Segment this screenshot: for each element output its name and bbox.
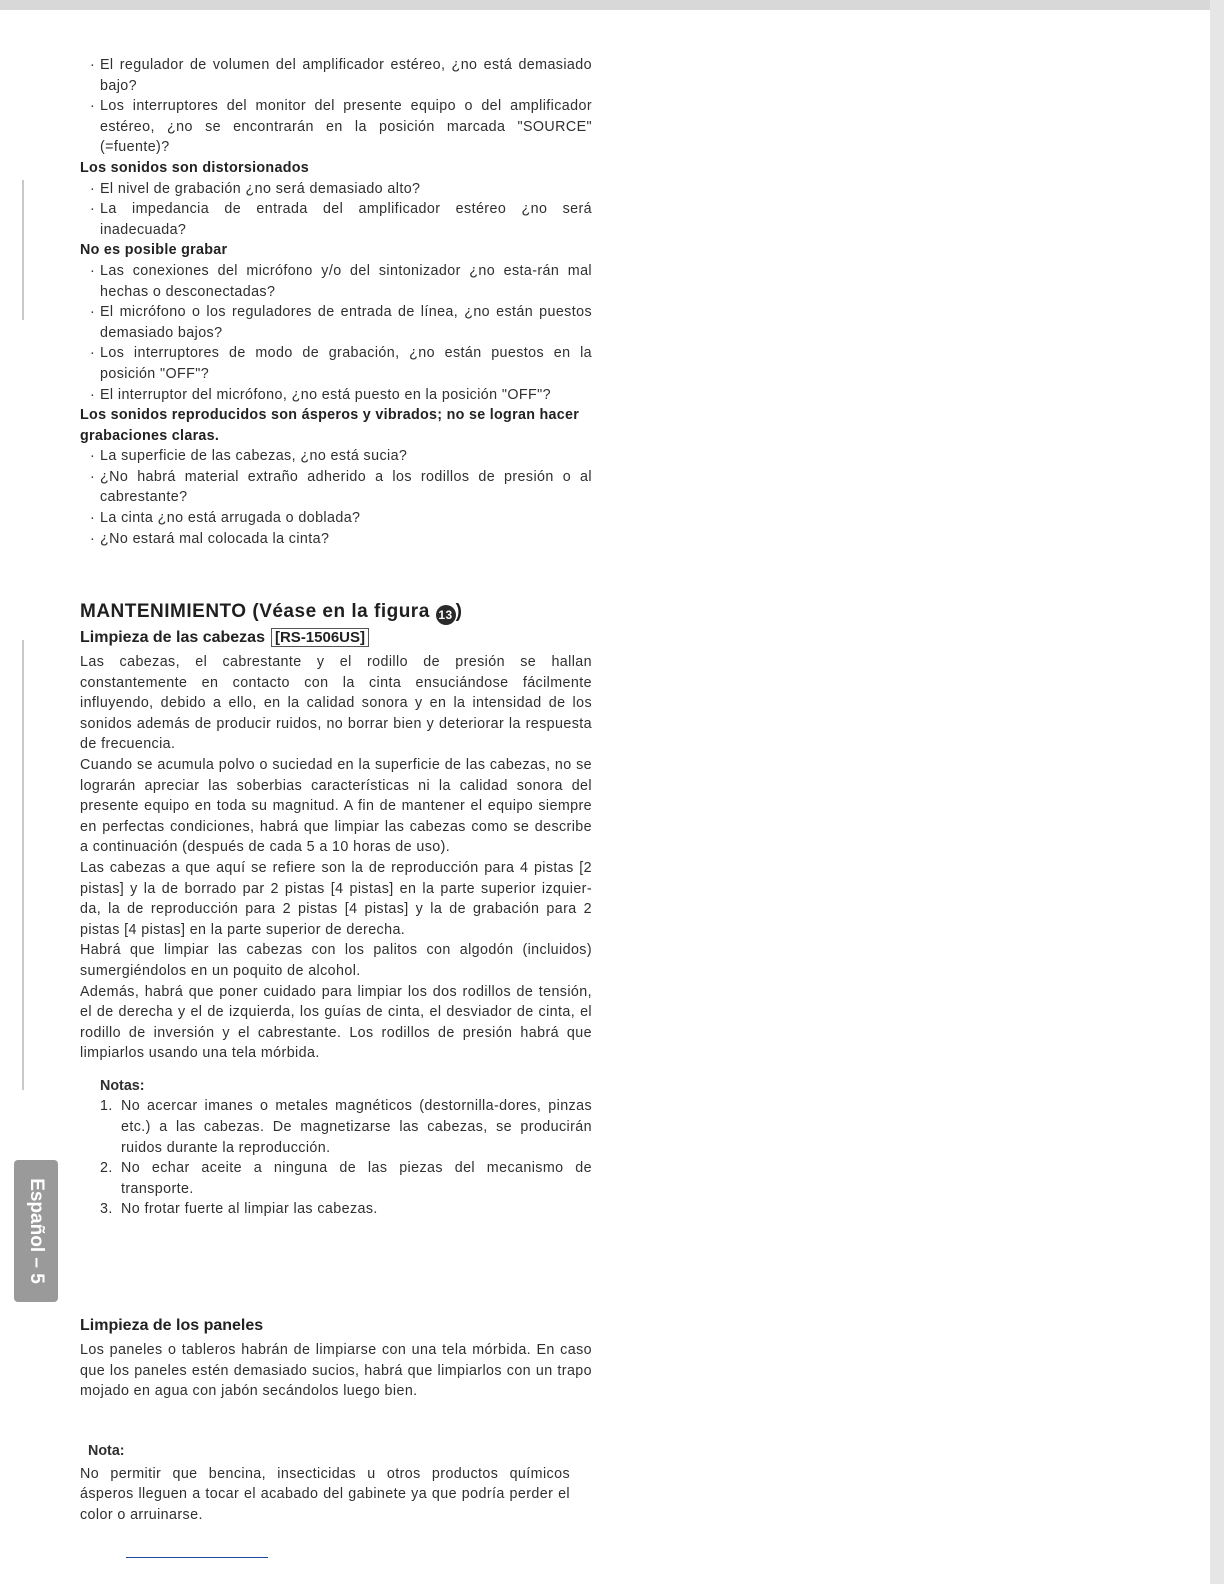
final-note-section <box>80 1441 592 1525</box>
list-item: · La impedancia de entrada del amplificador estéreo ¿no será inadecuada? <box>90 199 592 240</box>
note-item <box>100 1199 592 1220</box>
rough-sound-heading: Los sonidos reproducidos son ásperos y vibrados; no se logran hacer grabaciones claras. <box>80 407 580 444</box>
list-item: · El regulador de volumen del amplificador estéreo, ¿no está demasiado bajo? <box>90 55 592 96</box>
note-text: No acercar imanes o metales magnéticos (destornilla-dores, pinzas etc.) a las cabezas. De magnetizarse las cabezas, se producirán ruidos durante la reproducción. <box>121 1098 592 1156</box>
paragraph: Las cabezas a que aquí se refiere son la de reproducción para 4 pistas [2 pistas] y la de borrado par 2 pistas [4 pistas] en la parte superior izquier- da, la de reproducción para 2 pistas [4 pistas] y la de grabación para 2 pistas [4 pistas] en la parte superior de derecha. <box>80 859 592 938</box>
note-item <box>100 1158 592 1199</box>
note-item <box>100 1096 592 1158</box>
list-item: · El interruptor del micrófono, ¿no está puesto en la posición "OFF"? <box>90 385 592 406</box>
cannot-record-heading: No es posible grabar <box>80 242 228 259</box>
paragraph: Las cabezas, el cabrestante y el rodillo de presión se hallan constantemente en contacto con la cinta ensuciándose fácilmente influyendo, debido a ello, en la calidad sonora y en la intensidad de los sonidos además de producir ruidos, no borrar bien y deteriorar la respuesta de frecuencia. <box>80 654 592 753</box>
distortion-heading: Los sonidos son distorsionados <box>80 159 310 176</box>
notes-list <box>100 1096 592 1220</box>
cannot-record-bullet-list <box>90 261 592 405</box>
language-page-tab <box>14 1160 58 1302</box>
paragraph: Además, habrá que poner cuidado para limpiar los dos rodillos de tensión, el de derecha y el de izquierda, los guías de cinta, el desviador de cinta, el rodillo de inversión y el cabrestante. Los rodillos de presión habrá que limpiarlos usando una tela mórbida. <box>80 983 592 1062</box>
note-text: No echar aceite a ninguna de las piezas del mecanismo de transporte. <box>121 1160 592 1197</box>
list-item: · El nivel de grabación ¿no será demasiado alto? <box>90 179 592 200</box>
footer-rule <box>126 1557 268 1558</box>
panels-section <box>80 1313 592 1402</box>
rough-sound-bullet-list <box>90 446 592 549</box>
language-page-label: Español – 5 <box>26 1178 47 1284</box>
note-number: 2. <box>100 1160 113 1177</box>
note-number: 3. <box>100 1201 113 1218</box>
distortion-bullet-list <box>90 179 592 241</box>
panels-paragraph: Los paneles o tableros habrán de limpiarse con una tela mórbida. En caso que los paneles estén demasiado sucios, habrá que limpiarlos con un trapo mojado en agua con jabón secándolos luego bien. <box>80 1342 592 1400</box>
list-item: · Las conexiones del micrófono y/o del sintonizador ¿no esta-rán mal hechas o desconectadas? <box>90 261 592 302</box>
list-item: · Los interruptores de modo de grabación, ¿no están puestos en la posición "OFF"? <box>90 343 592 384</box>
list-item: · ¿No estará mal colocada la cinta? <box>90 529 592 550</box>
final-note-title: Nota: <box>88 1443 125 1459</box>
list-item: · La cinta ¿no está arrugada o doblada? <box>90 508 592 529</box>
final-note-text: No permitir que bencina, insecticidas u otros productos químicos ásperos lleguen a tocar el acabado del gabinete ya que podría perder el color o arruinarse. <box>80 1465 570 1523</box>
page-margin-mark <box>22 640 24 1090</box>
maintenance-title-text: MANTENIMIENTO (Véase en la figura <box>80 601 430 622</box>
scan-edge-right <box>1210 0 1224 1584</box>
intro-bullet-list <box>90 55 592 158</box>
list-item: · La superficie de las cabezas, ¿no está sucia? <box>90 446 592 467</box>
heads-cleaning-heading <box>80 626 592 650</box>
list-item: · Los interruptores del monitor del presente equipo o del amplificador estéreo, ¿no se encontrarán en la posición marcada "SOURCE" (=fuente)? <box>90 96 592 158</box>
heads-cleaning-heading-text: Limpieza de las cabezas <box>80 629 265 646</box>
page-margin-mark <box>22 180 24 320</box>
note-text: No frotar fuerte al limpiar las cabezas. <box>121 1201 378 1218</box>
paragraph: Cuando se acumula polvo o suciedad en la superficie de las cabezas, no se lograrán apreciar las soberbias características ni la calidad sonora del presente equipo en toda su magnitud. A fin de mantener el equipo siempre en perfectas condiciones, habrá que limpiar las cabezas como se describe a continuación (después de cada 5 a 10 horas de uso). <box>80 756 592 856</box>
troubleshooting-section <box>80 55 592 549</box>
note-number: 1. <box>100 1098 113 1115</box>
model-number: [RS-1506US] <box>271 628 369 647</box>
panels-cleaning-heading: Limpieza de los paneles <box>80 1317 264 1334</box>
maintenance-title-close: ) <box>455 601 463 622</box>
notes-title: Notas: <box>100 1077 145 1094</box>
maintenance-section <box>80 600 592 1220</box>
figure-number-badge: 13 <box>436 605 456 625</box>
scan-edge-top <box>0 0 1224 10</box>
list-item: · El micrófono o los reguladores de entrada de línea, ¿no están puestos demasiado bajos? <box>90 302 592 343</box>
maintenance-title <box>80 600 592 625</box>
paragraph: Habrá que limpiar las cabezas con los palitos con algodón (incluidos) sumergiéndolos en un poquito de alcohol. <box>80 942 592 979</box>
list-item: · ¿No habrá material extraño adherido a los rodillos de presión o al cabrestante? <box>90 467 592 508</box>
